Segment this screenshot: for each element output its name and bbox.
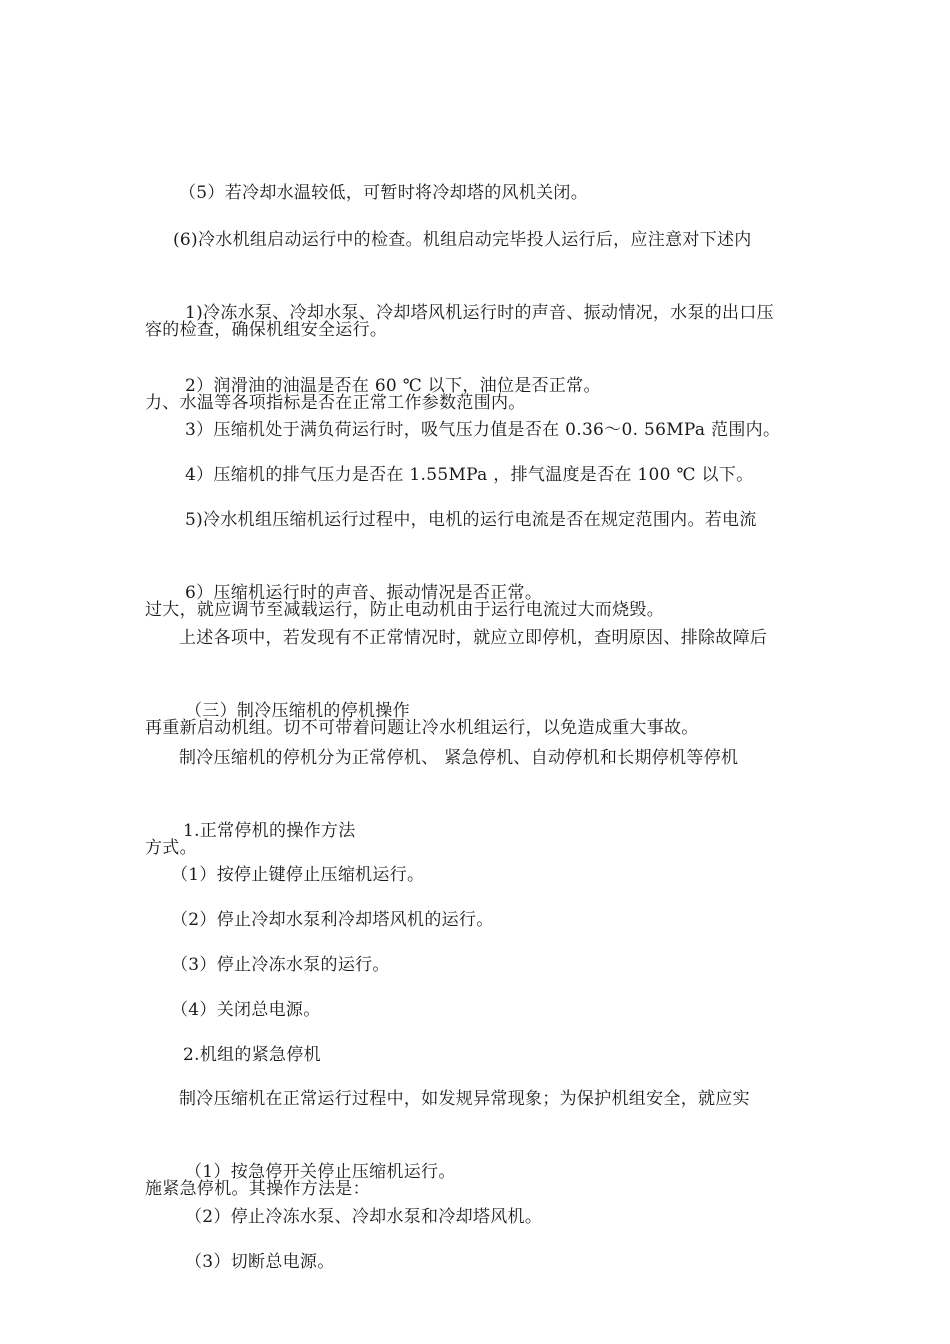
text-line: （三）制冷压缩机的停机操作: [185, 701, 410, 721]
text-line: 容的检查，确保机组安全运行。: [145, 320, 388, 340]
text-line: （4）关闭总电源。: [171, 1000, 321, 1020]
text-line: （5）若冷却水温较低，可暂时将冷却塔的风机关闭。: [179, 183, 589, 203]
text-line: （3）停止冷冻水泵的运行。: [171, 955, 390, 975]
text-line: 1)冷冻水泵、冷却水泵、冷却塔风机运行时的声音、振动情况，水泵的出口压: [185, 303, 774, 323]
text-line: （2）停止冷冻水泵、冷却水泵和冷却塔风机。: [185, 1207, 543, 1227]
text-line: 方式。: [145, 838, 197, 858]
text-line: 6）压缩机运行时的声音、振动情况是否正常。: [185, 583, 543, 603]
text-line: 2.机组的紧急停机: [183, 1045, 321, 1065]
text-line: 2）润滑油的油温是否在 60 ℃ 以下，油位是否正常。: [185, 376, 601, 396]
text-line: 5)冷水机组压缩机运行过程中，电机的运行电流是否在规定范围内。若电流: [185, 510, 757, 530]
text-line: 再重新启动机组。切不可带着问题让冷水机组运行，以免造成重大事故。: [145, 718, 699, 738]
text-line: （3）切断总电源。: [185, 1252, 335, 1272]
text-line: 力、水温等各项指标是否在正常工作参数范围内。: [145, 393, 526, 413]
text-line: （1）按急停开关停止压缩机运行。: [185, 1162, 456, 1182]
text-line: 施紧急停机。其操作方法是：: [145, 1179, 370, 1199]
text-line: 上述各项中，若发现有不正常情况时，就应立即停机，查明原因、排除故障后: [179, 628, 768, 648]
emergency-step-3: [145, 1187, 810, 1337]
text-line: 过大，就应调节至减载运行，防止电动机由于运行电流过大而烧毁。: [145, 600, 664, 620]
text-line: 4）压缩机的排气压力是否在 1.55MPa ，排气温度是否在 100 ℃ 以下。: [185, 465, 754, 485]
text-line: 制冷压缩机在正常运行过程中，如发规异常现象；为保护机组安全，就应实: [179, 1089, 750, 1109]
text-line: （1）按停止键停止压缩机运行。: [171, 865, 425, 885]
text-line: 1.正常停机的操作方法: [183, 821, 356, 841]
text-line: 3）压缩机处于满负荷运行时，吸气压力值是否在 0.36～0. 56MPa 范围内。: [185, 420, 781, 440]
text-line: （2）停止冷却水泵利冷却塔风机的运行。: [171, 910, 494, 930]
text-line: 制冷压缩机的停机分为正常停机、 紧急停机、自动停机和长期停机等停机: [179, 748, 739, 768]
text-line: (6)冷水机组启动运行中的检查。机组启动完毕投人运行后，应注意对下述内: [173, 230, 752, 250]
